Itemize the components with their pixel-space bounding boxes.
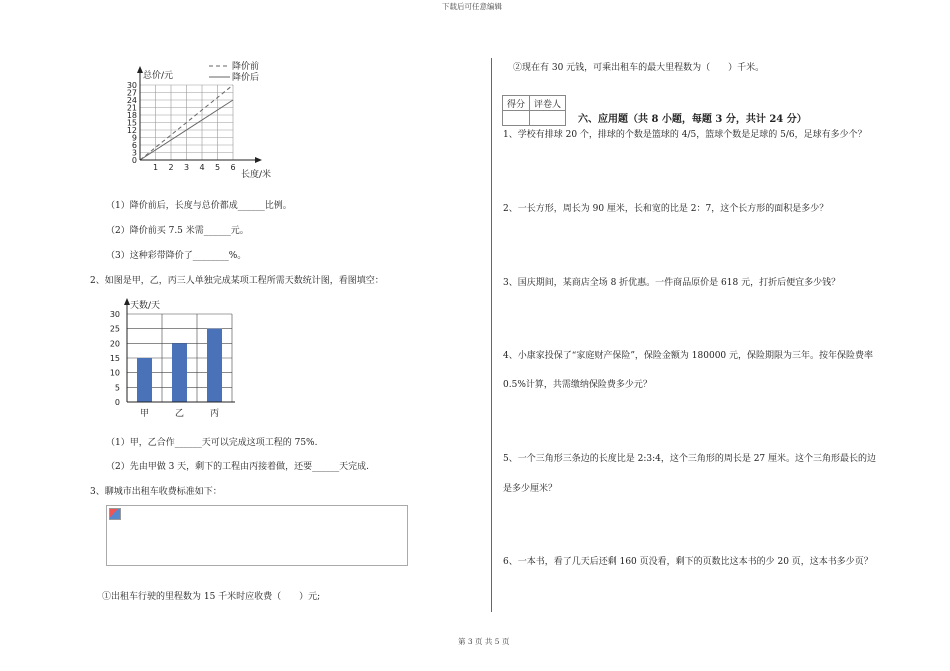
score-table — [502, 95, 566, 126]
section-title: 六、应用题（共 8 小题，每题 3 分，共计 24 分） — [578, 114, 807, 125]
problem-5-line1: 5、一个三角形三条边的长度比是 2:3:4，这个三角形的周长是 27 厘米。这个三角形最长的边 — [503, 454, 877, 464]
x-tick-label: 1 — [152, 163, 159, 172]
bar-y-tick-label: 25 — [109, 324, 120, 334]
q1-part2: （2）降价前买 7.5 米需______元。 — [106, 226, 249, 236]
y-tick-label: 30 — [126, 81, 137, 90]
bar-y-tick-label: 30 — [109, 310, 120, 319]
x-tick-label: 5 — [214, 163, 221, 172]
q1-part1: （1）降价前后，长度与总价都成______比例。 — [106, 201, 292, 211]
bar-y-axis-label: 天数/天 — [130, 301, 161, 311]
fare-table-image — [106, 505, 408, 566]
bar-y-tick-label: 15 — [109, 354, 120, 363]
page-header: 下载后可任意编辑 — [442, 2, 502, 11]
x-axis-arrow — [255, 157, 262, 163]
q2-part1: （1）甲，乙合作______天可以完成这项工程的 75%. — [106, 438, 318, 448]
y-tick-label: 27 — [126, 88, 137, 98]
y-tick-label: 3 — [131, 148, 137, 158]
q1-part3: （3）这种彩带降价了________%。 — [106, 251, 247, 261]
x-axis-label: 长度/米 — [241, 170, 272, 180]
problem-2: 2、一长方形，周长为 90 厘米，长和宽的比是 2：7，这个长方形的面积是多少？ — [503, 204, 829, 214]
problem-1: 1、学校有排球 20 个，排球的个数是篮球的 4/5，篮球个数是足球的 5/6，足球有多少个？ — [503, 130, 867, 140]
bar-乙 — [172, 343, 187, 402]
bar-y-tick-label: 10 — [109, 368, 120, 378]
bar-category-label: 丙 — [209, 409, 220, 419]
bar-y-tick-label: 20 — [109, 339, 120, 349]
problem-4-line1: 4、小康家投保了“家庭财产保险”，保险金额为 180000 元，保险期限为三年。按年保险费率 — [503, 351, 874, 361]
y-tick-label: 24 — [126, 96, 137, 105]
x-tick-label: 4 — [199, 163, 205, 172]
bar-chart — [100, 294, 260, 422]
bar-y-tick-label: 5 — [114, 383, 120, 393]
x-tick-label: 3 — [183, 163, 190, 172]
y-tick-label: 9 — [131, 133, 137, 143]
bar-y-tick-label: 0 — [114, 398, 120, 407]
page-footer: 第 3 页 共 5 页 — [458, 637, 510, 646]
y-tick-label: 0 — [131, 156, 137, 165]
y-axis-label: 总价/元 — [143, 71, 174, 81]
legend-before-label: 降价前 — [232, 62, 260, 72]
line-chart — [118, 60, 278, 185]
grader-label: 评卷人 — [530, 96, 566, 111]
question-2: 2、如图是甲，乙，丙三人单独完成某项工程所需天数统计图，看图填空： — [90, 276, 384, 286]
q2-part2: （2）先由甲做 3 天，剩下的工程由丙接着做，还要______天完成. — [106, 462, 370, 472]
legend-after-label: 降价后 — [232, 73, 260, 83]
y-tick-label: 12 — [126, 126, 137, 135]
y-tick-label: 6 — [131, 141, 137, 150]
broken-image-icon — [109, 508, 121, 520]
y-tick-label: 21 — [126, 103, 137, 113]
problem-5-line2: 是多少厘米？ — [503, 484, 558, 494]
q3-part2: ②现在有 30 元钱，可乘出租车的最大里程数为（ ）千米。 — [513, 63, 765, 73]
bar-category-label: 甲 — [139, 409, 150, 419]
score-label: 得分 — [503, 96, 530, 111]
x-tick-label: 6 — [230, 163, 236, 172]
problem-6: 6、一本书，看了几天后还剩 160 页没看，剩下的页数比这本书的少 20 页，这本书多少页？ — [503, 557, 873, 567]
problem-3: 3、国庆期间，某商店全场 8 折优惠。一件商品原价是 618 元，打折后便宜多少钱？ — [503, 278, 841, 288]
bar-category-label: 乙 — [174, 409, 185, 419]
column-divider — [491, 58, 492, 612]
y-tick-label: 18 — [126, 111, 137, 120]
q3-part1: ①出租车行驶的里程数为 15 千米时应收费（ ）元; — [102, 592, 321, 602]
x-tick-label: 2 — [168, 163, 174, 172]
score-cell[interactable] — [503, 111, 530, 126]
y-tick-label: 15 — [126, 118, 137, 128]
bar-甲 — [137, 358, 152, 402]
question-3: 3、聊城市出租车收费标准如下： — [90, 487, 222, 497]
problem-4-line2: 0.5%计算，共需缴纳保险费多少元？ — [503, 380, 652, 390]
bar-丙 — [207, 329, 222, 402]
grader-cell[interactable] — [530, 111, 566, 126]
